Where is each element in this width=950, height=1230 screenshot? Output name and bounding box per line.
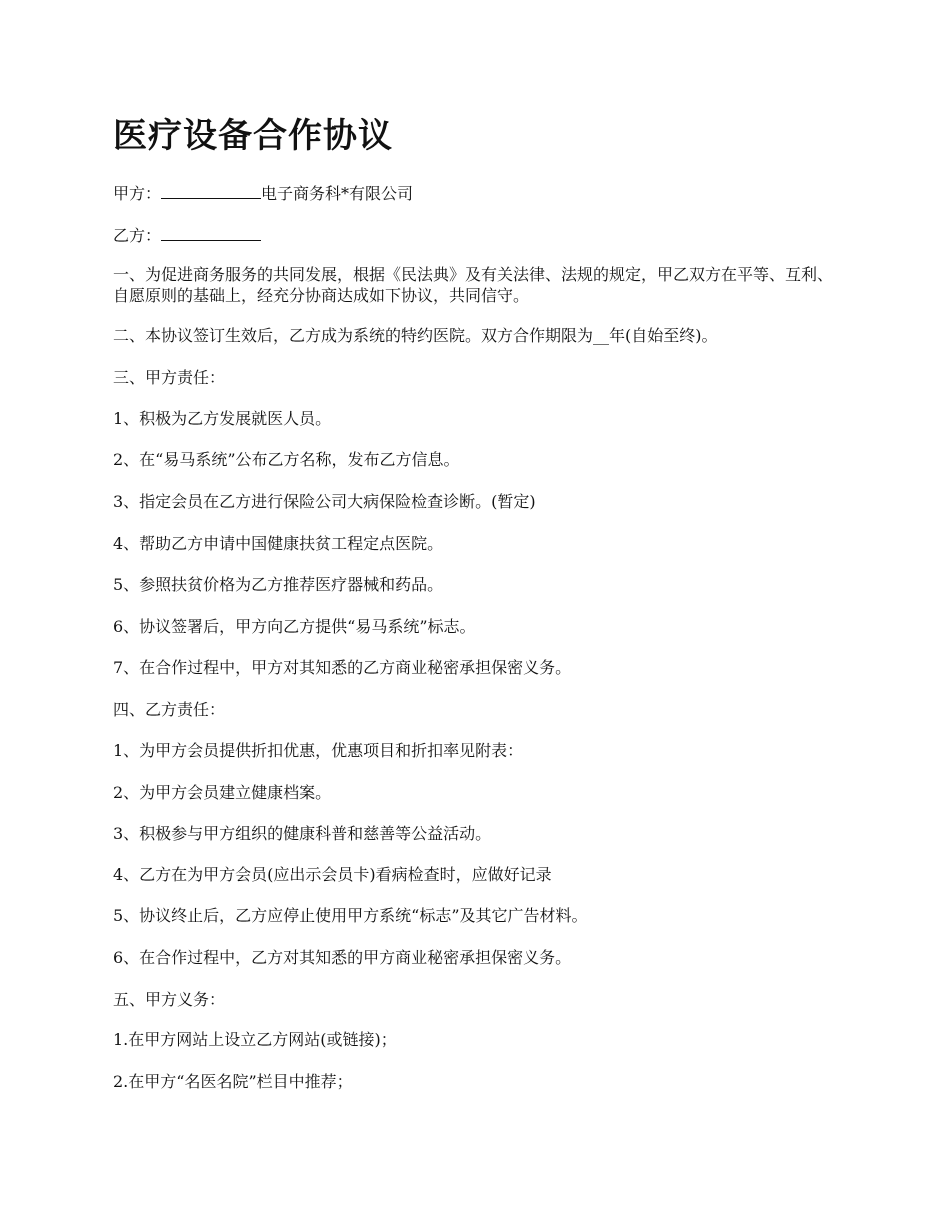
- clause-2: 二、本协议签订生效后，乙方成为系统的特约医院。双方合作期限为__年(自始至终)。: [113, 326, 718, 345]
- party-a-obligation-item: 1.在甲方网站上设立乙方网站(或链接)；: [113, 1030, 397, 1049]
- party-a-blank: [161, 182, 261, 199]
- party-a-line: [113, 182, 413, 204]
- party-a-duty-item: 5、参照扶贫价格为乙方推荐医疗器械和药品。: [113, 575, 444, 594]
- party-b-label: 乙方：: [113, 226, 162, 245]
- party-b-duty-item: 4、乙方在为甲方会员(应出示会员卡)看病检查时，应做好记录: [113, 865, 552, 884]
- party-b-duty-item: 2、为甲方会员建立健康档案。: [113, 783, 332, 802]
- party-a-duty-item: 7、在合作过程中，甲方对其知悉的乙方商业秘密承担保密义务。: [113, 658, 572, 677]
- party-b-line: [113, 224, 261, 246]
- party-a-name: 电子商务科*有限公司: [261, 184, 414, 203]
- party-b-duty-item: 1、为甲方会员提供折扣优惠，优惠项目和折扣率见附表：: [113, 741, 524, 760]
- party-b-duty-item: 3、积极参与甲方组织的健康科普和慈善等公益活动。: [113, 824, 492, 843]
- party-b-duty-item: 6、在合作过程中，乙方对其知悉的甲方商业秘密承担保密义务。: [113, 948, 572, 967]
- section-3-heading: 三、甲方责任：: [113, 368, 226, 387]
- section-4-heading: 四、乙方责任：: [113, 700, 226, 719]
- party-a-duty-item: 3、指定会员在乙方进行保险公司大病保险检查诊断。(暂定): [113, 492, 536, 511]
- document-title: 医疗设备合作协议: [113, 116, 393, 156]
- party-b-duty-item: 5、协议终止后，乙方应停止使用甲方系统“标志”及其它广告材料。: [113, 906, 588, 925]
- party-b-blank: [161, 224, 261, 241]
- party-a-duty-item: 4、帮助乙方申请中国健康扶贫工程定点医院。: [113, 534, 444, 553]
- party-a-obligation-item: 2.在甲方“名医名院”栏目中推荐；: [113, 1072, 353, 1091]
- section-5-heading: 五、甲方义务：: [113, 990, 226, 1009]
- clause-1: 一、为促进商务服务的共同发展，根据《民法典》及有关法律、法规的规定，甲乙双方在平等、互利、自愿原则的基础上，经充分协商达成如下协议，共同信守。: [113, 265, 834, 305]
- party-a-duty-item: 2、在“易马系统”公布乙方名称，发布乙方信息。: [113, 450, 460, 469]
- party-a-duty-item: 6、协议签署后，甲方向乙方提供“易马系统”标志。: [113, 617, 476, 636]
- party-a-duty-item: 1、积极为乙方发展就医人员。: [113, 409, 332, 428]
- party-a-label: 甲方：: [113, 184, 162, 203]
